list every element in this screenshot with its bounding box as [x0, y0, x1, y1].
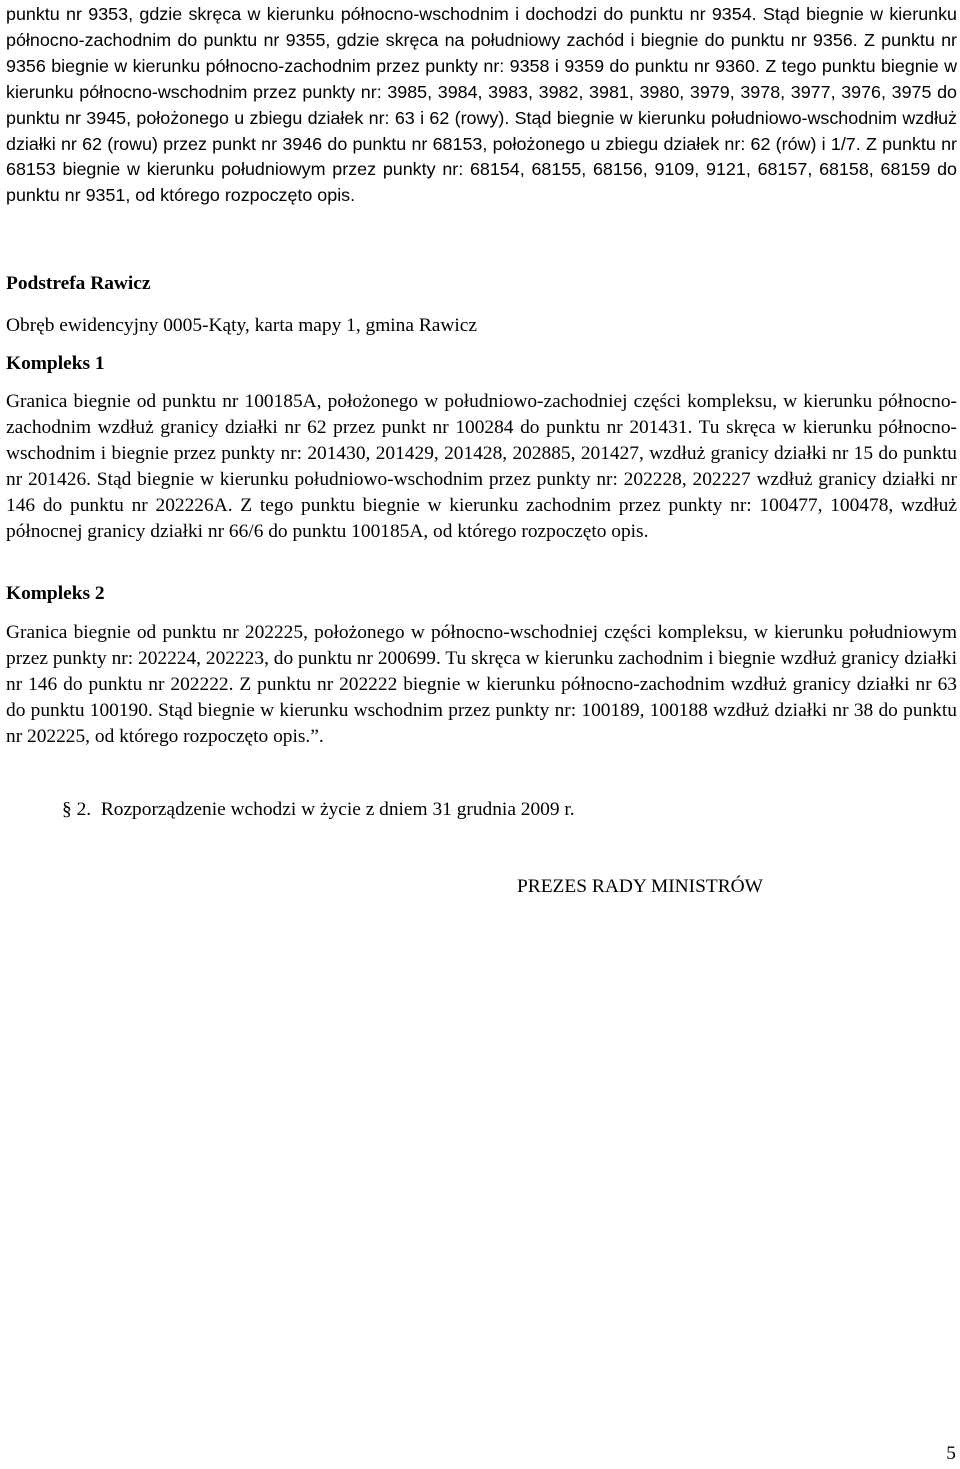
section-symbol: §	[62, 799, 72, 820]
section-2-paragraph	[62, 798, 575, 822]
section-number: 2.	[76, 799, 92, 820]
kompleks-2-heading: Kompleks 2	[6, 583, 105, 604]
kompleks-2-description: Granica biegnie od punktu nr 202225, położonego w północno-wschodniej części kompleksu, w kierunku południowym przez punkty nr: 202224, 202223, do punktu nr 200699. Tu skręca w kierunku zachodnim i biegnie wzdłuż granicy działki nr 146 do punktu nr 202222. Z punktu nr 202222 biegnie w kierunku północno-zachodnim wzdłuż granicy działki nr 63 do punktu 100190. Stąd biegnie w kierunku wschodnim przez punkty nr: 100189, 100188 wzdłuż działki nr 38 do punktu nr 202225, od którego rozpoczęto opis.”.	[6, 622, 957, 747]
boundary-description-paragraph: punktu nr 9353, gdzie skręca w kierunku północno-wschodnim i dochodzi do punktu nr 9354. Stąd biegnie w kierunku północno-zachodnim do punktu nr 9355, gdzie skręca na południowy zachód i biegnie do punktu nr 9356. Z punktu nr 9356 biegnie w kierunku północno-zachodnim przez punkty nr: 9358 i 9359 do punktu nr 9360. Z tego punktu biegnie w kierunku północno-wschodnim przez punkty nr: 3985, 3984, 3983, 3982, 3981, 3980, 3979, 3978, 3977, 3976, 3975 do punktu nr 3945, położonego u zbiegu działek nr: 63 i 62 (rowy). Stąd biegnie w kierunku południowo-wschodnim wzdłuż działki nr 62 (rowu) przez punkt nr 3946 do punktu nr 68153, położonego u zbiegu działek nr: 62 (rów) i 1/7. Z punktu nr 68153 biegnie w kierunku południowym przez punkty nr: 68154, 68155, 68156, 9109, 9121, 68157, 68158, 68159 do punktu nr 9351, od którego rozpoczęto opis.	[6, 4, 957, 206]
podstrefa-heading: Podstrefa Rawicz	[6, 273, 151, 294]
page-number: 5	[946, 1443, 956, 1464]
kompleks-1-heading: Kompleks 1	[6, 353, 105, 374]
obreb-line: Obręb ewidencyjny 0005-Kąty, karta mapy 1, gmina Rawicz	[6, 315, 477, 336]
section-text: Rozporządzenie wchodzi w życie z dniem 31 grudnia 2009 r.	[100, 799, 575, 820]
kompleks-1-description: Granica biegnie od punktu nr 100185A, położonego w południowo-zachodniej części kompleksu, w kierunku północno-zachodnim wzdłuż granicy działki nr 62 przez punkt nr 100284 do punktu nr 201431. Tu skręca w kierunku północno-wschodnim i biegnie przez punkty nr: 201430, 201429, 201428, 202885, 201427, wzdłuż granicy działki nr 15 do punktu nr 201426. Stąd biegnie w kierunku południowo-wschodnim przez punkty nr: 202228, 202227 wzdłuż granicy działki nr 146 do punktu nr 202226A. Z tego punktu biegnie w kierunku zachodnim przez punkty nr: 100477, 100478, wzdłuż północnej granicy działki nr 66/6 do punktu 100185A, od którego rozpoczęto opis.	[6, 391, 957, 542]
signature-line: PREZES RADY MINISTRÓW	[517, 876, 763, 897]
